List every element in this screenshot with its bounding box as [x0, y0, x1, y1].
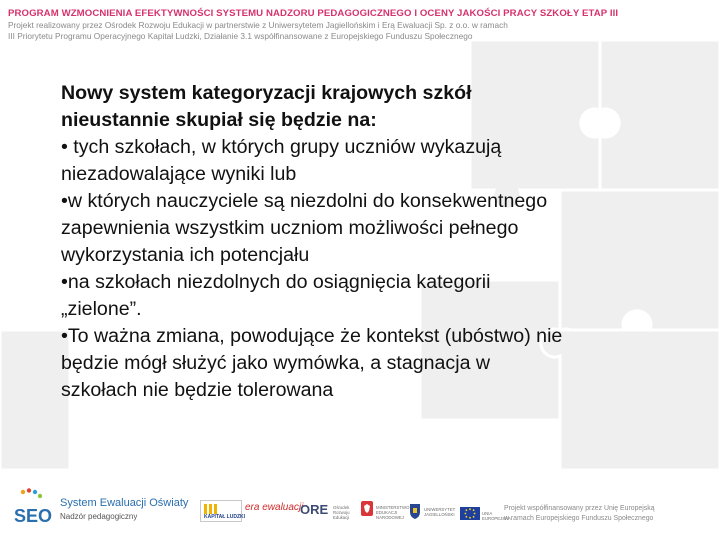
era-ewaluacji-logo: era ewaluacji: [245, 502, 304, 513]
seo-name: System Ewaluacji Oświaty: [60, 497, 189, 509]
heading-line: Nowy system kategoryzacji krajowych szkół: [61, 82, 472, 104]
kapital-ludzki-text: KAPITAŁ LUDZKI: [204, 514, 246, 520]
seo-subtitle: Nadzór pedagogiczny: [60, 512, 138, 521]
ore-logo: ORE: [300, 502, 329, 517]
kapital-ludzki-icon: [204, 504, 218, 514]
kapital-ludzki-logo: [200, 500, 246, 522]
ore-caption: Ośrodek Rozwoju Edukacji: [333, 505, 350, 520]
eu-name: UNIA EUROPEJSKA: [482, 511, 511, 521]
note-line: w ramach Europejskiego Funduszu Społecznego: [504, 515, 654, 522]
note-line: Projekt współfinansowany przez Unię Europejską: [504, 505, 655, 512]
body-line: •na szkołach niezdolnych do osiągnięcia kategorii: [61, 271, 491, 293]
footer: [0, 478, 720, 540]
body-line: „zielone”.: [61, 298, 142, 320]
ministry-emblem-icon: [360, 500, 374, 520]
body-line: wykorzystania ich potencjału: [61, 244, 310, 266]
seo-logo: [14, 488, 53, 530]
uj-name: UNIWERSYTET JAGIELLOŃSKI: [424, 507, 456, 517]
body-line: będzie mógł służyć jako wymówka, a stagnacja w: [61, 352, 491, 374]
uj-emblem-icon: [408, 502, 422, 520]
slide-body: [61, 80, 701, 404]
project-info-line-2: III Priorytetu Programu Operacyjnego Kapitał Ludzki, Działanie 3.1 współfinansowane z Europejskiego Funduszu Społecznego: [8, 31, 473, 41]
body-line: •To ważna zmiana, powodujące że kontekst (ubóstwo) nie: [61, 325, 563, 347]
body-line: szkołach nie będzie tolerowana: [61, 379, 334, 401]
puzzle-piece: [0, 330, 70, 470]
body-line: • tych szkołach, w których grupy uczniów wykazują: [61, 136, 502, 158]
heading-line: nieustannie skupiał się będzie na:: [61, 109, 377, 131]
body-line: •w których nauczyciele są niezdolni do konsekwentnego: [61, 190, 548, 212]
project-info-line-1: Projekt realizowany przez Ośrodek Rozwoju Edukacji w partnerstwie z Uniwersytetem Jagiellońskim i Erą Ewaluacji Sp. z o.o. w ramach: [8, 20, 508, 30]
header: [8, 8, 708, 42]
body-line: niezadowalające wyniki lub: [61, 163, 297, 185]
ministry-name: MINISTERSTWO EDUKACJI NARODOWEJ: [376, 505, 410, 520]
body-line: zapewnienia wszystkim uczniom możliwości pełnego: [61, 217, 519, 239]
seo-logo-text: SEO: [14, 506, 53, 526]
eu-cofinancing-note: [504, 504, 664, 524]
program-title: PROGRAM WZMOCNIENIA EFEKTYWNOŚCI SYSTEMU NADZORU PEDAGOGICZNEGO I OCENY JAKOŚCI PRACY SZKOŁY ETAP III: [8, 8, 619, 19]
eu-flag-icon: [460, 507, 480, 520]
